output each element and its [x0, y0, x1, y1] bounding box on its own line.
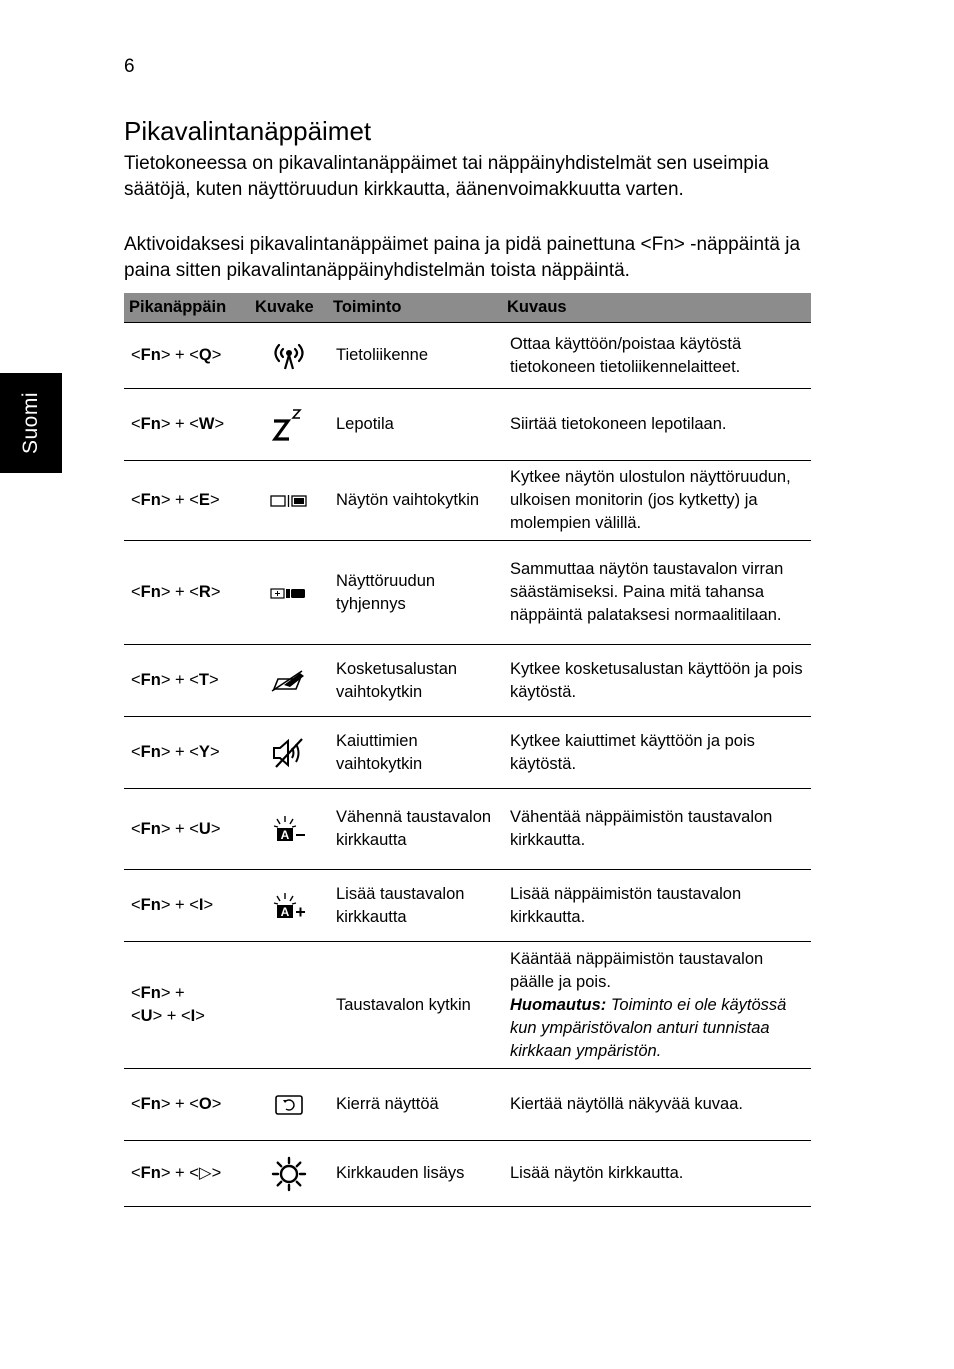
hotkey-cell: <Fn> + <O>: [124, 1069, 250, 1141]
function-cell: Näytön vaihtokytkin: [328, 461, 502, 541]
icon-cell: [250, 461, 328, 541]
table-row: [124, 389, 811, 461]
header-function: Toiminto: [328, 293, 502, 323]
icon-cell: [250, 541, 328, 645]
function-cell: Lisää taustavalon kirkkautta: [328, 870, 502, 942]
page-title: Pikavalintanäppäimet: [124, 116, 372, 146]
sleep-icon: [271, 407, 307, 443]
table-row: [124, 1069, 811, 1141]
description-cell: Kytkee näytön ulostulon näyttöruudun, ulkoisen monitorin (jos kytketty) ja molempien välillä.: [502, 461, 811, 541]
hotkey-cell: <Fn> + <W>: [124, 389, 250, 461]
hotkey-cell: <Fn> + <U>: [124, 789, 250, 870]
hotkey-cell: <Fn> + <I>: [124, 870, 250, 942]
icon-cell: [250, 789, 328, 870]
icon-cell: [250, 717, 328, 789]
function-cell: Näyttöruudun tyhjennys: [328, 541, 502, 645]
function-cell: Vähennä taustavalon kirkkautta: [328, 789, 502, 870]
table-row: [124, 717, 811, 789]
header-description: Kuvaus: [502, 293, 811, 323]
intro-paragraph-2: Aktivoidaksesi pikavalintanäppäimet paina ja pidä painettuna <Fn> -näppäintä ja paina sitten pikavalintanäppäinyhdistelmän toista näppäintä.: [124, 234, 801, 281]
hotkey-cell: <Fn> + <Y>: [124, 717, 250, 789]
note-text: Toiminto ei ole käytössä kun ympäristövalon anturi tunnistaa kirkkaan ympäristön.: [510, 995, 787, 1060]
svg-text:A: A: [280, 904, 290, 919]
hotkey-cell: <Fn> + <Q>: [124, 323, 250, 389]
hotkey-cell: <Fn> + <R>: [124, 541, 250, 645]
function-cell: Tietoliikenne: [328, 323, 502, 389]
description-cell: Vähentää näppäimistön taustavalon kirkkautta.: [502, 789, 811, 870]
function-cell: Kierrä näyttöä: [328, 1069, 502, 1141]
icon-cell: [250, 323, 328, 389]
description-cell: Kytkee kaiuttimet käyttöön ja pois käytöstä.: [502, 717, 811, 789]
table-row: [124, 789, 811, 870]
hotkey-cell: <Fn> + <E>: [124, 461, 250, 541]
rotate-screen-icon: [274, 1094, 304, 1116]
icon-cell: [250, 1141, 328, 1207]
function-cell: Kaiuttimien vaihtokytkin: [328, 717, 502, 789]
icon-cell: [250, 645, 328, 717]
description-cell: Siirtää tietokoneen lepotilaan.: [502, 389, 811, 461]
description-cell: Ottaa käyttöön/poistaa käytöstä tietokoneen tietoliikennelaitteet.: [502, 323, 811, 389]
brightness-up-icon: [270, 1155, 308, 1193]
description-cell: Kiertää näytöllä näkyvää kuvaa.: [502, 1069, 811, 1141]
side-tab-label: Suomi: [19, 391, 42, 455]
description-cell: Kääntää näppäimistön taustavalon päälle ja pois. Huomautus: Toiminto ei ole käytössä kun ympäristövalon anturi tunnistaa kirkkaan ympäristön.: [502, 942, 811, 1069]
shortcut-table: [124, 293, 811, 1207]
wireless-icon: [270, 341, 308, 371]
function-cell: Taustavalon kytkin: [328, 942, 502, 1069]
display-toggle-icon: [270, 494, 308, 508]
table-row: [124, 323, 811, 389]
icon-cell: [250, 389, 328, 461]
table-row: [124, 541, 811, 645]
table-row: [124, 870, 811, 942]
table-row: [124, 1141, 811, 1207]
function-cell: Kirkkauden lisäys: [328, 1141, 502, 1207]
description-cell: Sammuttaa näytön taustavalon virran säästämiseksi. Paina mitä tahansa näppäintä palataksesi normaalitilaan.: [502, 541, 811, 645]
table-row: [124, 942, 811, 1069]
screen-blank-icon: [270, 586, 308, 600]
icon-cell: [250, 1069, 328, 1141]
intro-paragraph-1: Tietokoneessa on pikavalintanäppäimet tai näppäinyhdistelmät sen useimpia säätöjä, kuten näyttöruudun kirkkautta, äänenvoimakkuutta varten.: [124, 153, 769, 200]
hotkey-cell: <Fn> + <▷>: [124, 1141, 250, 1207]
note-label: Huomautus:: [510, 995, 607, 1014]
header-icon: Kuvake: [250, 293, 328, 323]
backlight-up-icon: [270, 891, 308, 921]
header-hotkey: Pikanäppäin: [124, 293, 250, 323]
description-cell: Lisää näppäimistön taustavalon kirkkautta.: [502, 870, 811, 942]
icon-cell: [250, 870, 328, 942]
hotkey-cell: <Fn> + <U> + <I>: [124, 942, 250, 1069]
svg-text:A: A: [280, 828, 290, 842]
table-row: [124, 645, 811, 717]
description-cell: Kytkee kosketusalustan käyttöön ja pois käytöstä.: [502, 645, 811, 717]
page-number: 6: [124, 56, 135, 77]
icon-cell: [250, 942, 328, 1069]
backlight-down-icon: [270, 814, 308, 844]
function-cell: Lepotila: [328, 389, 502, 461]
speaker-toggle-icon: [270, 737, 308, 769]
function-cell: Kosketusalustan vaihtokytkin: [328, 645, 502, 717]
hotkey-cell: <Fn> + <T>: [124, 645, 250, 717]
description-cell: Lisää näytön kirkkautta.: [502, 1141, 811, 1207]
table-header-row: [124, 293, 811, 323]
language-side-tab: [0, 373, 62, 473]
table-row: [124, 461, 811, 541]
touchpad-toggle-icon: [270, 669, 308, 693]
